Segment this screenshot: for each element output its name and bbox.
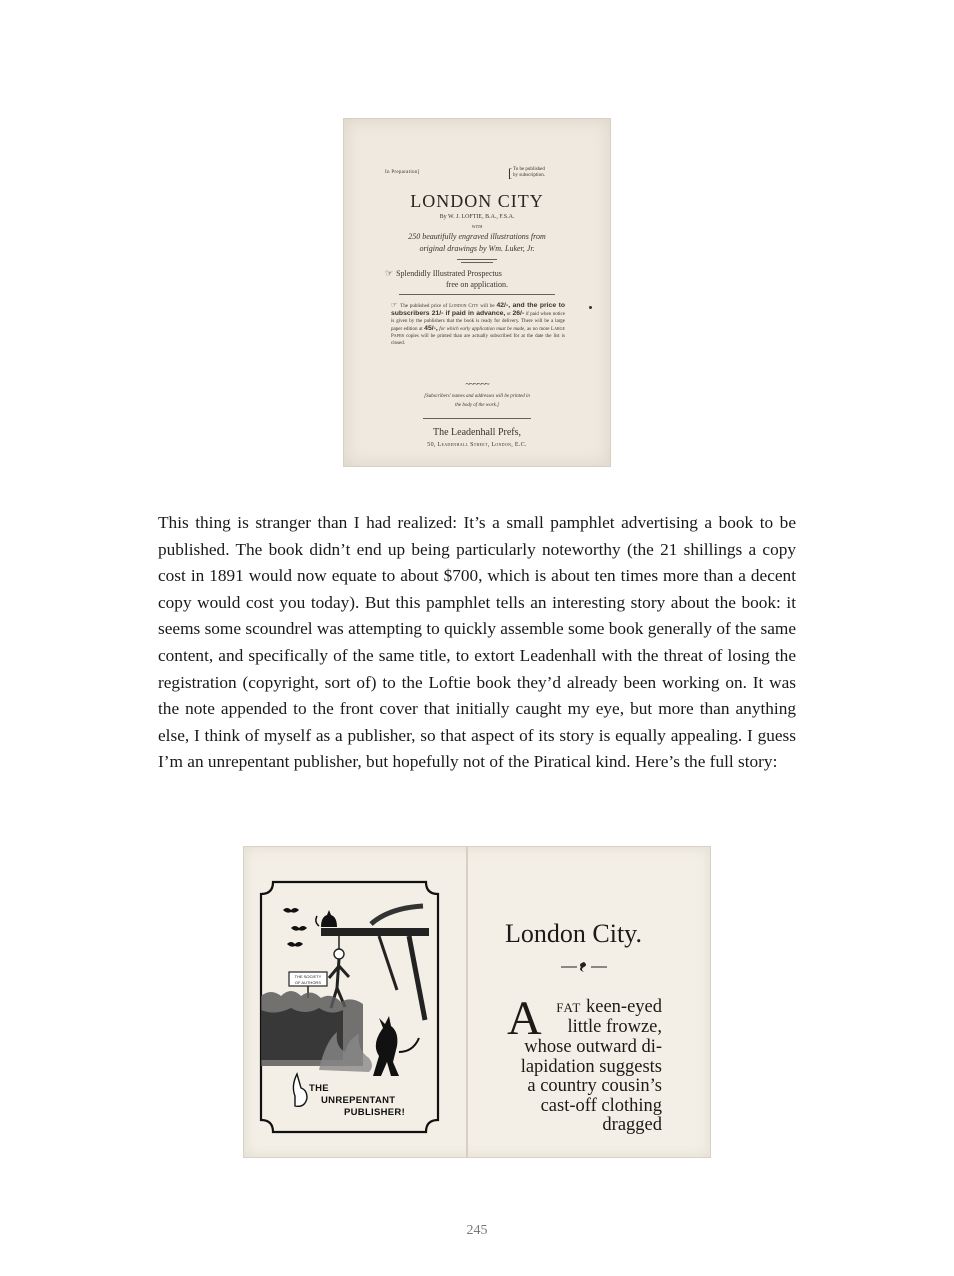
svg-text:OF AUTHORS: OF AUTHORS	[294, 980, 322, 985]
drop-cap: A	[507, 992, 542, 1045]
facing-line-3: whose outward di-	[524, 1037, 662, 1057]
facing-page-title: London City.	[505, 919, 642, 948]
gallows-beam	[321, 928, 429, 936]
rule	[461, 262, 493, 263]
prospectus-line-2: free on application.	[446, 280, 508, 289]
pamphlet-with: WITH	[471, 224, 483, 229]
subscription-note: [ To be published by subscription.	[508, 165, 545, 180]
pamphlet-scan	[343, 118, 611, 467]
rule	[457, 259, 497, 260]
pointing-hand-icon: ☞	[391, 301, 398, 309]
subscribers-line-2: the body of the work.]	[454, 403, 500, 408]
facing-line-2: little frowze,	[567, 1017, 662, 1037]
pamphlet-body: ☞ The published price of London City will be 42/-, and the price to subscribers 21/- if paid in advance, or 26/- if paid when notice is given by the publishers that the book is ready for delivery. There will be a large paper edition at 45/-, for which early application must be made, as no more Large Paper copies will be printed than are actually subscribed for at the date the list is closed.	[391, 301, 566, 346]
svg-text:THE SOCIETY: THE SOCIETY	[294, 974, 322, 979]
facing-line-1: FAT keen-eyed	[556, 997, 662, 1017]
bat-icon	[287, 942, 303, 947]
page-number: 245	[466, 1223, 488, 1238]
subscription-line-2: by subscription.	[513, 173, 545, 178]
press-address: 50, Leadenhall Street, London, E.C.	[427, 442, 527, 448]
facing-line-5: a country cousin’s	[527, 1076, 662, 1096]
black-cat-icon	[321, 910, 337, 927]
facing-line-7: dragged	[602, 1115, 662, 1135]
illustrations-line-2: original drawings by Wm. Luker, Jr.	[419, 244, 535, 253]
illustrations-line-1: 250 beautifully engraved illustrations from	[408, 232, 546, 241]
in-preparation-label: In Preparation]	[385, 170, 420, 175]
pointing-hand-icon: ☞	[385, 268, 394, 278]
pointing-hand-icon	[293, 1074, 307, 1106]
bat-icon	[283, 908, 299, 913]
subscription-line-1: To be published	[513, 167, 545, 172]
devil-figure	[373, 1016, 399, 1076]
rule	[399, 294, 555, 295]
book-spread-scan	[243, 846, 711, 1158]
pamphlet-author: By W. J. LOFTIE, B.A., F.S.A.	[439, 214, 515, 220]
body-paragraph: This thing is stranger than I had realized: It’s a small pamphlet advertising a book to be published. The book didn’t end up being particularly noteworthy (the 21 shillings a copy cost in 1891 would now equate to about $700, which is about ten times more than a decent copy would cost you today). But this pamphlet tells an interesting story about the book: it seems some scoundrel was attempting to quickly assemble some book generally of the same content, and specifically of the same title, to extort Leadenhall with the threat of losing the registration (copyright, sort of) to the Loftie book they’d already been working on. It was the note appended to the front cover that initially caught my eye, but more than anything else, I think of myself as a publisher, so that aspect of its story is equally appealing. I guess I’m an unrepentant publisher, but hopefully not of the Piratical kind. Here’s the full story:	[158, 513, 796, 772]
bat-icon	[291, 926, 307, 931]
caption-line-2: UNREPENTANT	[321, 1095, 396, 1106]
gutter	[466, 846, 468, 1158]
subscribers-line-1: [Subscribers' names and addresses will be printed in	[424, 394, 530, 399]
pamphlet-title: LONDON CITY	[410, 191, 544, 211]
caption-line-3: PUBLISHER!	[344, 1107, 406, 1118]
facing-line-6: cast-off clothing	[540, 1096, 662, 1116]
rule	[423, 418, 531, 419]
facing-line-4: lapidation suggests	[520, 1057, 662, 1077]
prospectus-line-1: ☞ Splendidly Illustrated Prospectus	[385, 268, 502, 278]
ornament-icon	[559, 960, 609, 974]
caption-line-1: THE	[309, 1083, 329, 1094]
ink-dot	[589, 306, 592, 309]
wavy-ornament: ~~~~~~	[465, 379, 489, 389]
press-name: The Leadenhall Prefs,	[432, 427, 522, 438]
